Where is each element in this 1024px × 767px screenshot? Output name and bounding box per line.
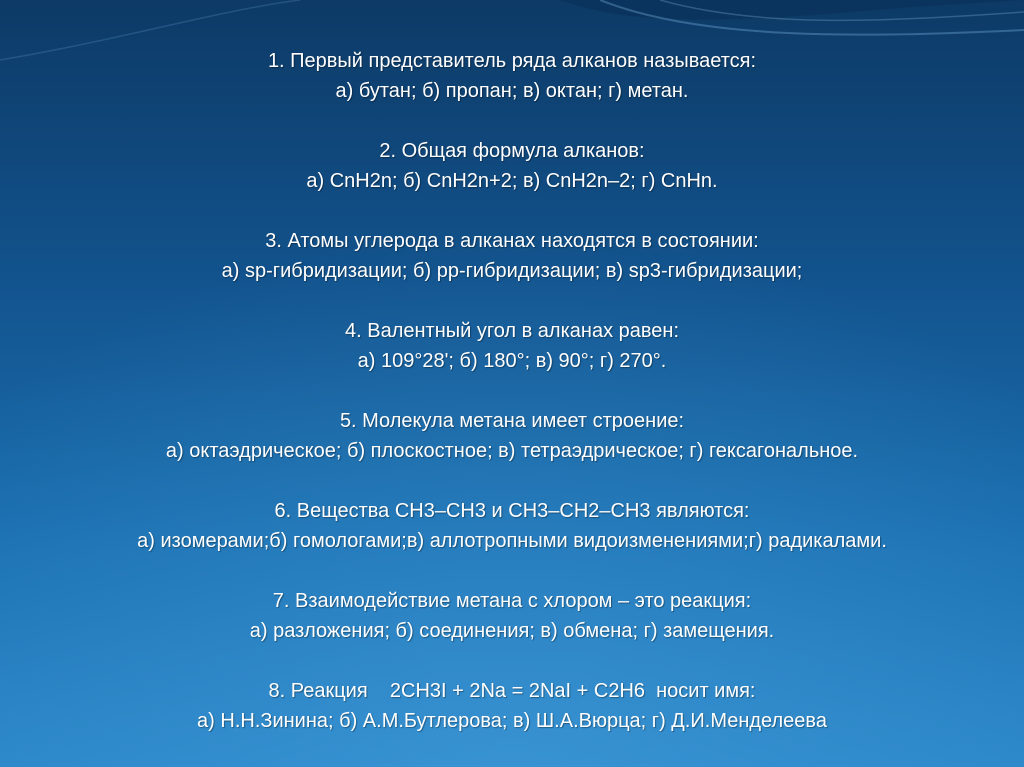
question-text: 7. Взаимодействие метана с хлором – это реакция: [272, 590, 752, 612]
question-text: 5. Молекула метана имеет строение: [339, 410, 685, 432]
question-block-7 [0, 586, 1024, 646]
answer-options: а) СnН2n; б) СnН2n+2; в) СnН2n–2; г) СnНn. [306, 170, 718, 192]
answer-options: а) октаэдрическое; б) плоскостное; в) тетраэдрическое; г) гексагональное. [165, 440, 859, 462]
answer-options: а) разложения; б) соединения; в) обмена; г) замещения. [249, 620, 775, 642]
question-block-5 [0, 406, 1024, 466]
question-block-1 [0, 46, 1024, 106]
question-text: 2. Общая формула алканов: [379, 140, 645, 162]
answer-options: а) изомерами;б) гомологами;в) аллотропными видоизменениями;г) радикалами. [137, 530, 887, 552]
questions-list [0, 46, 1024, 766]
question-block-2 [0, 136, 1024, 196]
question-block-8 [0, 676, 1024, 736]
answer-options: а) Н.Н.Зинина; б) А.М.Бутлерова; в) Ш.А.Вюрца; г) Д.И.Менделеева [197, 710, 827, 732]
question-text: 6. Вещества СН3–СН3 и СН3–СН2–СН3 являются: [274, 500, 750, 522]
question-text: 3. Атомы углерода в алканах находятся в состоянии: [265, 230, 759, 252]
question-block-6 [0, 496, 1024, 556]
question-block-3 [0, 226, 1024, 286]
answer-options: а) бутан; б) пропан; в) октан; г) метан. [335, 80, 689, 102]
question-text: 8. Реакция 2CH3I + 2Na = 2NaI + C2H6 носит имя: [268, 680, 756, 702]
question-text: 4. Валентный угол в алканах равен: [345, 320, 679, 342]
question-text: 1. Первый представитель ряда алканов называется: [267, 50, 757, 72]
answer-options: а) sp-гибридизации; б) pp-гибридизации; в) sp3-гибридизации; [221, 260, 803, 282]
answer-options: а) 109°28'; б) 180°; в) 90°; г) 270°. [357, 350, 667, 372]
question-block-4 [0, 316, 1024, 376]
